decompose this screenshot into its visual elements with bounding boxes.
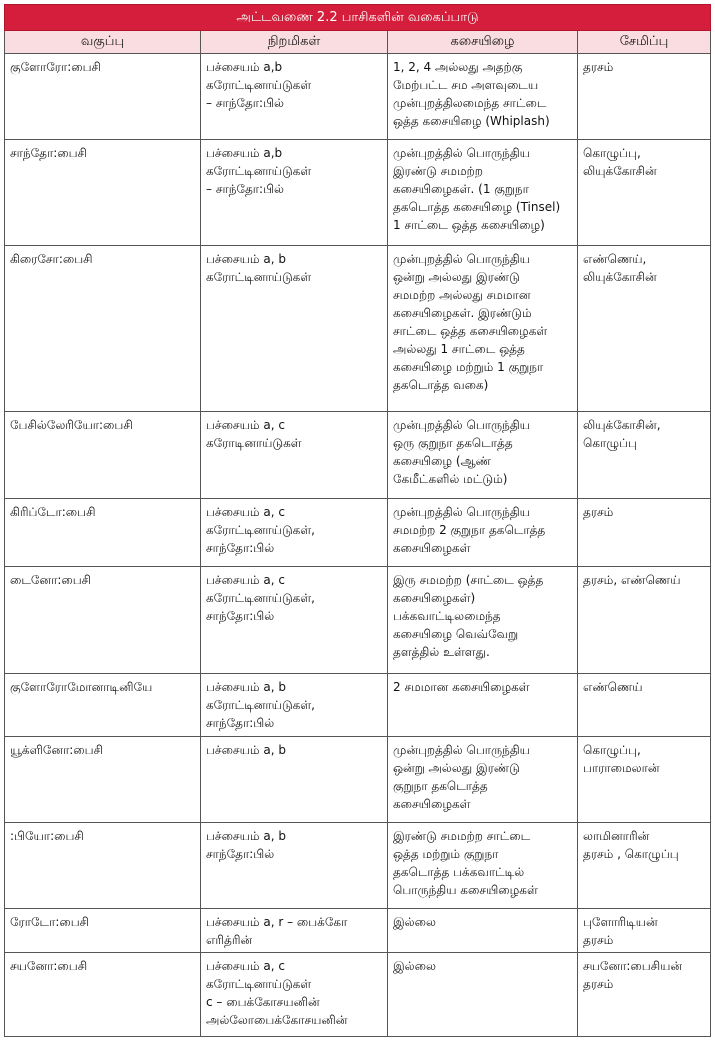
cell-flagella: முன்புறத்தில் பொருந்திய சமமற்ற 2 குறுநா தகடொத்த கசையிழைகள் bbox=[388, 499, 578, 567]
table-row bbox=[5, 737, 711, 823]
cell-class: சாந்தோ:பைசி bbox=[5, 140, 201, 246]
cell-pigments: பச்சையம் a, c கரோடினாய்டுகள் bbox=[201, 412, 388, 499]
table-row bbox=[5, 909, 711, 953]
table-title: அட்டவணை 2.2 பாசிகளின் வகைப்பாடு bbox=[5, 5, 711, 31]
cell-flagella: இல்லை bbox=[388, 953, 578, 1037]
cell-flagella: இரண்டு சமமற்ற சாட்டை ஒத்த மற்றும் குறுநா தகடொத்த பக்கவாட்டில் பொருந்திய கசையிழைகள் bbox=[388, 823, 578, 909]
cell-flagella: 1, 2, 4 அல்லது அதற்கு மேற்பட்ட சம அளவுடைய முன்புறத்திலமைந்த சாட்டை ஒத்த கசையிழை (Whiplash) bbox=[388, 54, 578, 140]
cell-storage: புளோரிடியன் தரசம் bbox=[578, 909, 711, 953]
cell-flagella: முன்புறத்தில் பொருந்திய ஒன்று அல்லது இரண்டு குறுநா தகடொத்த கசையிழைகள் bbox=[388, 737, 578, 823]
table-caption-row bbox=[5, 5, 711, 31]
table-row bbox=[5, 823, 711, 909]
cell-class: யூக்ளினோ:பைசி bbox=[5, 737, 201, 823]
cell-storage: எண்ணெய், லியுக்கோசின் bbox=[578, 246, 711, 412]
cell-class: சயனோ:பைசி bbox=[5, 953, 201, 1037]
cell-pigments: பச்சையம் a, c கரோட்டினாய்டுகள், சாந்தோ:பில் bbox=[201, 567, 388, 674]
cell-class: கிரைசோ:பைசி bbox=[5, 246, 201, 412]
cell-class: கிரிப்டோ:பைசி bbox=[5, 499, 201, 567]
cell-pigments: பச்சையம் a, r – பைக்கோ எரித்ரின் bbox=[201, 909, 388, 953]
header-class: வகுப்பு bbox=[5, 31, 201, 54]
cell-class: குளோரோ:பைசி bbox=[5, 54, 201, 140]
cell-pigments: பச்சையம் a, b bbox=[201, 737, 388, 823]
cell-class: ரோடோ:பைசி bbox=[5, 909, 201, 953]
cell-storage: லாமினாரின் தரசம் , கொழுப்பு bbox=[578, 823, 711, 909]
cell-storage: தரசம் bbox=[578, 54, 711, 140]
table-row bbox=[5, 412, 711, 499]
classification-table-container bbox=[4, 4, 710, 1037]
table-row bbox=[5, 54, 711, 140]
algae-classification-table bbox=[4, 4, 711, 1037]
cell-flagella: 2 சமமான கசையிழைகள் bbox=[388, 674, 578, 737]
table-row bbox=[5, 499, 711, 567]
cell-pigments: பச்சையம் a, c கரோட்டினாய்டுகள், சாந்தோ:பில் bbox=[201, 499, 388, 567]
cell-pigments: பச்சையம் a, b கரோட்டினாய்டுகள், சாந்தோ:பில் bbox=[201, 674, 388, 737]
cell-storage: லியுக்கோசின், கொழுப்பு bbox=[578, 412, 711, 499]
cell-flagella: முன்புறத்தில் பொருந்திய இரண்டு சமமற்ற கசையிழைகள். (1 குறுநா தகடொத்த கசையிழை (Tinsel) 1 சாட்டை ஒத்த கசையிழை) bbox=[388, 140, 578, 246]
cell-class: குளோரோமோனாடினியே bbox=[5, 674, 201, 737]
cell-storage: தரசம், எண்ணெய் bbox=[578, 567, 711, 674]
header-storage: சேமிப்பு bbox=[578, 31, 711, 54]
cell-storage: தரசம் bbox=[578, 499, 711, 567]
cell-flagella: முன்புறத்தில் பொருந்திய ஒன்று அல்லது இரண்டு சமமற்ற அல்லது சமமான கசையிழைகள். இரண்டும் சாட்டை ஒத்த கசையிழைகள் அல்லது 1 சாட்டை ஒத்த கசையிழை மற்றும் 1 குறுநா தகடொத்த வகை) bbox=[388, 246, 578, 412]
cell-class: :பியோ:பைசி bbox=[5, 823, 201, 909]
header-pigments: நிறமிகள் bbox=[201, 31, 388, 54]
table-row bbox=[5, 953, 711, 1037]
cell-class: பேசில்லேரியோ:பைசி bbox=[5, 412, 201, 499]
cell-storage: எண்ணெய் bbox=[578, 674, 711, 737]
cell-flagella: இரு சமமற்ற (சாட்டை ஒத்த கசையிழைகள்) பக்கவாட்டிலமைந்த கசையிழை வெவ்வேறு தளத்தில் உள்ளது. bbox=[388, 567, 578, 674]
cell-class: டைனோ:பைசி bbox=[5, 567, 201, 674]
table-row bbox=[5, 567, 711, 674]
table-row bbox=[5, 674, 711, 737]
cell-pigments: பச்சையம் a, b சாந்தோ:பில் bbox=[201, 823, 388, 909]
cell-flagella: முன்புறத்தில் பொருந்திய ஒரு குறுநா தகடொத்த கசையிழை (ஆண் கேமீட்களில் மட்டும்) bbox=[388, 412, 578, 499]
header-flagella: கசையிழை bbox=[388, 31, 578, 54]
cell-storage: சயனோ:பைசியன் தரசம் bbox=[578, 953, 711, 1037]
cell-storage: கொழுப்பு, லியுக்கோசின் bbox=[578, 140, 711, 246]
cell-flagella: இல்லை bbox=[388, 909, 578, 953]
table-header-row bbox=[5, 31, 711, 54]
cell-pigments: பச்சையம் a, c கரோட்டினாய்டுகள் c – பைக்கோசயனின் அல்லோபைக்கோசயனின் bbox=[201, 953, 388, 1037]
cell-pigments: பச்சையம் a,b கரோட்டினாய்டுகள் – சாந்தோ:பில் bbox=[201, 54, 388, 140]
cell-storage: கொழுப்பு, பாராமைலான் bbox=[578, 737, 711, 823]
table-row bbox=[5, 246, 711, 412]
table-row bbox=[5, 140, 711, 246]
cell-pigments: பச்சையம் a,b கரோட்டினாய்டுகள் – சாந்தோ:பில் bbox=[201, 140, 388, 246]
cell-pigments: பச்சையம் a, b கரோட்டினாய்டுகள் bbox=[201, 246, 388, 412]
